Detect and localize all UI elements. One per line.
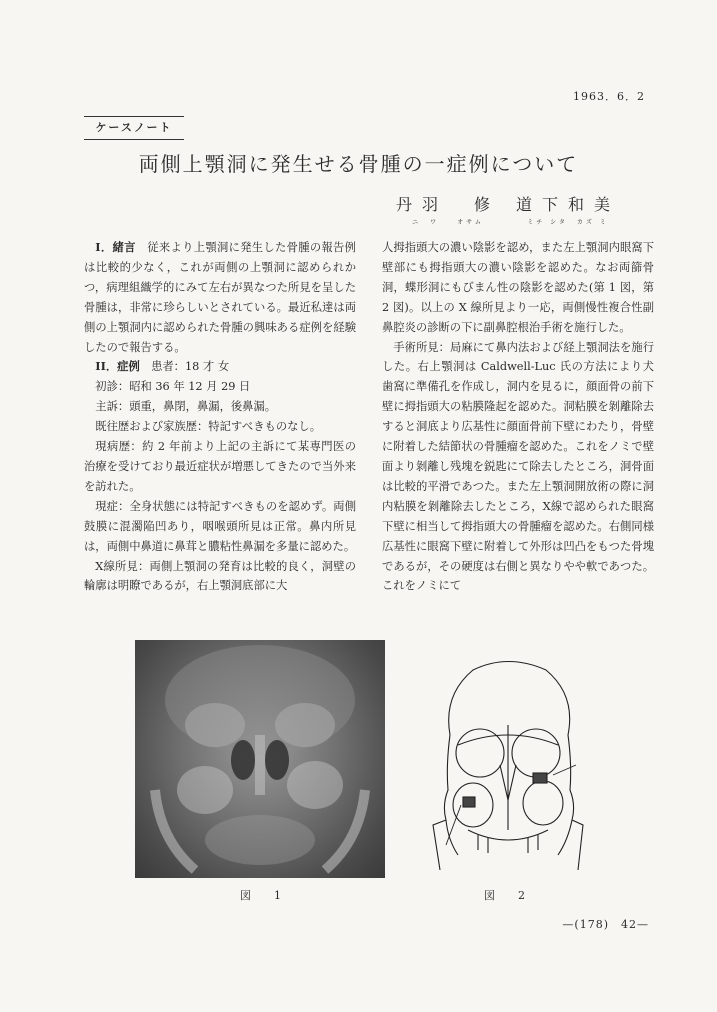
xray-image <box>135 640 385 878</box>
section-heading: II．症例 <box>95 359 140 374</box>
author-name: 丹羽 修 <box>395 195 500 214</box>
article-title: 両側上顎洞に発生せる骨腫の一症例について <box>138 152 579 176</box>
figure-2-caption: 図 2 <box>484 889 531 902</box>
skull-diagram-figure-2 <box>428 655 588 870</box>
paragraph: 主訴：頭重，鼻閉，鼻漏，後鼻漏。 <box>95 400 277 414</box>
left-column <box>84 238 356 596</box>
right-column <box>382 238 654 596</box>
page-number: —(178) 42— <box>562 918 649 931</box>
paragraph <box>84 357 356 377</box>
paragraph <box>84 238 356 357</box>
author-kana: ミチ シタ カズ ミ <box>527 219 609 226</box>
paragraph: 現病歴：約 2 年前より上記の主訴にて某専門医の治療を受けており最近症状が増悪してきたので当外来を訪れた。 <box>84 440 356 493</box>
author-2 <box>498 192 638 226</box>
paragraph: 既往歴および家族歴：特記すべきものなし。 <box>95 420 322 434</box>
author-1 <box>388 192 508 226</box>
paragraph: X線所見：両側上顎洞の発育は比較的良く，洞壁の輪廓は明瞭であるが，右上顎洞底部に大 <box>84 559 356 593</box>
paragraph: 人拇指頭大の濃い陰影を認め，また左上顎洞内眼窩下壁部にも拇指頭大の濃い陰影を認めた。なお両篩骨洞，蝶形洞にもびまん性の陰影を認めた(第 1 図，第 2 図)。以上の X 線所見より一応，両側慢性複合性副鼻腔炎の診断の下に副鼻腔根治手術を施行した。 <box>382 241 654 334</box>
paragraph: 現症：全身状態には特記すべきものを認めず。両側鼓膜に混濁陥凹あり，咽喉頭所見は正常。鼻内所見は，両側中鼻道に鼻茸と膿粘性鼻漏を多量に認めた。 <box>84 499 356 553</box>
paragraph-text: 従来より上顎洞に発生した骨腫の報告例は比較的少なく，これが両側の上顎洞に認められかつ，病理組織学的にみて左右が異なつた所見を呈した骨腫は，非常に珍らしいとされている。最近私達は両側の上顎洞内に認められた骨腫の興味ある症例を経験したので報告する。 <box>84 241 356 354</box>
paragraph: 手術所見：局麻にて鼻内法および経上顎洞法を施行した。右上顎洞は Caldwell-Luc 氏の方法により犬歯窩に準備孔を作成し，洞内を見るに，顔面骨の前下壁に拇指頭大の粘膜隆起を認めた。洞粘膜を剝離除去すると洞底より広基性に顔面骨前下壁にわたり，骨壁に附着した結節状の骨腫瘤を認めた。これをノミで壁面より剝離し残塊を鋭匙にて除去したところ，洞骨面は比較的平滑であつた。また左上顎洞開放術の際に洞内粘膜を剝離除去したところ，X線で認められた眼窩下壁に相当して拇指頭大の骨腫瘤を認めた。右側同様広基性に眼窩下壁に附着して外形は凹凸をもつた骨塊であるが，その硬度は右側と異なりやや軟であつた。これをノミにて <box>382 340 654 593</box>
paragraph: 初診：昭和 36 年 12 月 29 日 <box>95 380 251 394</box>
skull-diagram <box>428 655 588 870</box>
author-kana: ニ ワ オサム <box>412 219 484 226</box>
figure-1-caption: 図 1 <box>240 889 287 902</box>
xray-figure-1 <box>135 640 385 878</box>
paragraph-text: 患者：18 才 女 <box>151 360 230 374</box>
section-heading: I．緒言 <box>95 240 136 254</box>
section-label: ケースノート <box>84 116 184 140</box>
author-name: 道下和美 <box>515 195 620 214</box>
issue-date: 1963．6．2 <box>573 90 645 103</box>
